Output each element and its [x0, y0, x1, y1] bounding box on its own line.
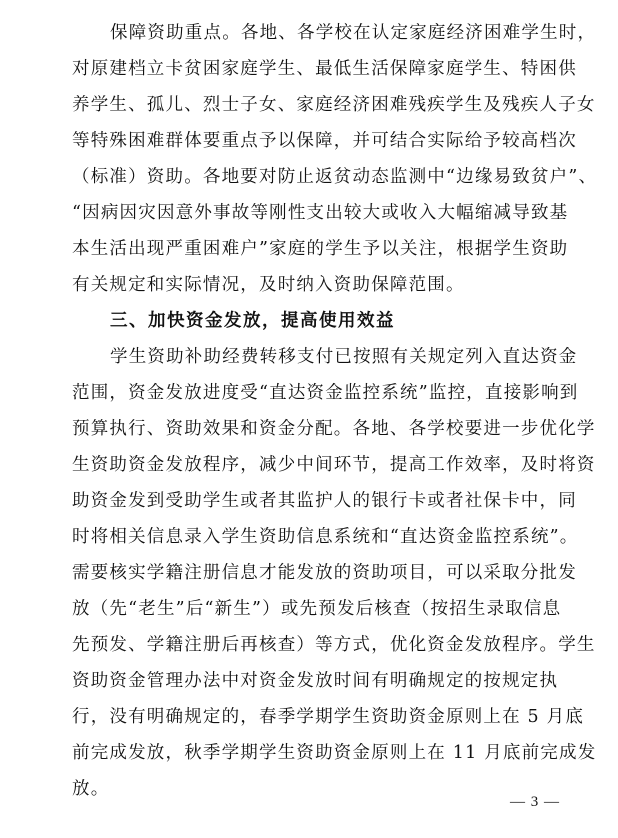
paragraph-1-line-8: 有关规定和实际情况，及时纳入资助保障范围。	[72, 275, 465, 295]
paragraph-2-line-7: 需要核实学籍注册信息才能发放的资助项目，可以采取分批发	[72, 563, 577, 583]
paragraph-2-line-3: 预算执行、资助效果和资金分配。各地、各学校要进一步优化学	[72, 419, 596, 439]
paragraph-1-line-2: 对原建档立卡贫困家庭学生、最低生活保障家庭学生、特困供	[72, 59, 577, 79]
paragraph-2-line-8: 放（先“老生”后“新生”）或先预发后核查（按招生录取信息	[72, 599, 562, 619]
paragraph-2-line-6: 时将相关信息录入学生资助信息系统和“直达资金监控系统”。	[72, 527, 579, 547]
paragraph-1-line-5: （标准）资助。各地要对防止返贫动态监测中“边缘易致贫户”、	[72, 167, 598, 187]
page-number: — 3 —	[510, 794, 560, 810]
paragraph-1-line-1: 保障资助重点。各地、各学校在认定家庭经济困难学生时，	[110, 23, 597, 43]
paragraph-2-line-11: 行，没有明确规定的，春季学期学生资助资金原则上在 5 月底	[72, 707, 585, 727]
paragraph-2-line-2: 范围，资金发放进度受“直达资金监控系统”监控，直接影响到	[72, 383, 579, 403]
paragraph-2-line-5: 助资金发到受助学生或者其监护人的银行卡或者社保卡中，同	[72, 491, 577, 511]
paragraph-2-line-4: 生资助资金发放程序，减少中间环节，提高工作效率，及时将资	[72, 455, 596, 475]
paragraph-2-line-1: 学生资助补助经费转移支付已按照有关规定列入直达资金	[110, 347, 578, 367]
paragraph-2-line-13: 放。	[72, 779, 110, 799]
paragraph-1-line-7: 本生活出现严重困难户”家庭的学生予以关注，根据学生资助	[72, 239, 569, 259]
paragraph-1-line-4: 等特殊困难群体要重点予以保障，并可结合实际给予较高档次	[72, 131, 577, 151]
paragraph-2-line-10: 资助资金管理办法中对资金发放时间有明确规定的按规定执	[72, 671, 559, 691]
paragraph-1-line-3: 养学生、孤儿、烈士子女、家庭经济困难残疾学生及残疾人子女	[72, 95, 596, 115]
paragraph-2-line-9: 先预发、学籍注册后再核查）等方式，优化资金发放程序。学生	[72, 635, 596, 655]
paragraph-2-line-12: 前完成发放，秋季学期学生资助资金原则上在 11 月底前完成发	[72, 743, 597, 763]
paragraph-1-line-6: “因病因灾因意外事故等刚性支出较大或收入大幅缩减导致基	[72, 203, 569, 223]
section-heading: 三、加快资金发放，提高使用效益	[110, 311, 395, 331]
